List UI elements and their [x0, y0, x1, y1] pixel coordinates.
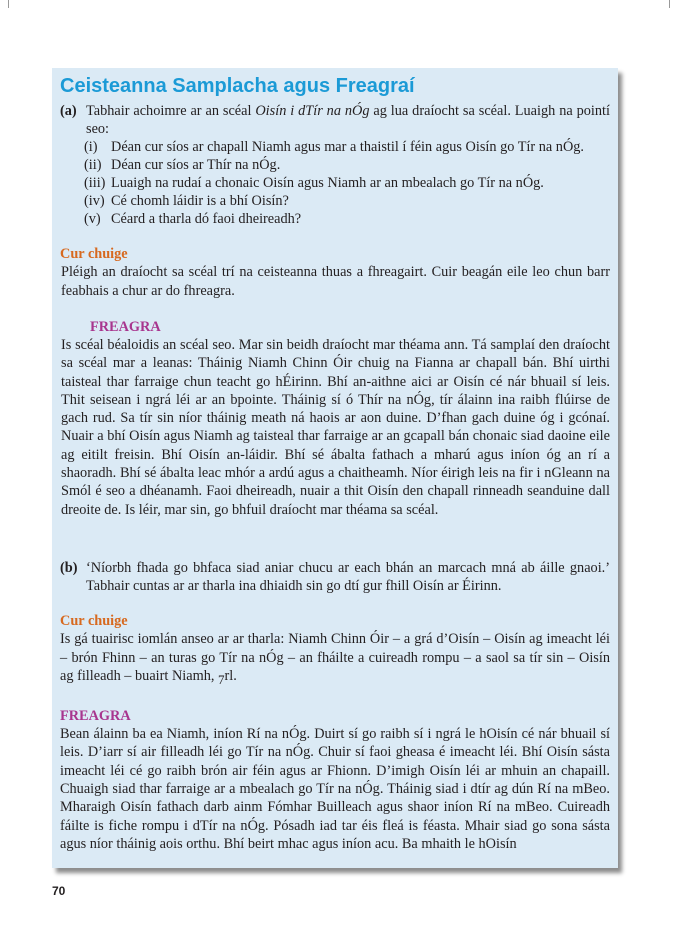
subpoint [60, 192, 610, 210]
question-label: (b) [60, 559, 78, 576]
approach-text [60, 630, 610, 689]
crop-mark [0, 0, 9, 8]
approach-heading: Cur chuige [60, 246, 128, 263]
subpoint [60, 174, 610, 192]
question-label: (a) [60, 103, 77, 119]
subpoint-label: (i) [84, 139, 98, 156]
subpoint [60, 156, 610, 174]
question-a [60, 102, 610, 138]
question-text: Tabhair achoimre ar an scéal [86, 103, 256, 119]
question-text: ‘Níorbh fhada go bhfaca siad aniar chucu ar each bhán an marcach mná ab áille gnaoi.’ Tabhair cuntas ar ar tharla ina dhiaidh sin go dtí gur fhill Oisín ar Éirinn. [86, 559, 610, 595]
approach-text: Pléigh an draíocht sa scéal trí na ceisteanna thuas a fhreagairt. Cuir beagán eile leo chun barr feabhais a chur ar do fhreagra. [61, 264, 610, 299]
subpoint [60, 210, 610, 228]
approach-text-body: Is gá tuairisc iomlán anseo ar ar tharla: Niamh Chinn Óir – a grá d’Oisín – Oisín ag imeacht léi – brón Fhinn – an turas go Tír na nÓg – an fháilte a cuireadh rompu – a saol sa tír sin – Oisín ag filleadh – buairt Niamh, [60, 631, 610, 684]
subpoint-text: Déan cur síos ar Thír na nÓg. [111, 157, 281, 174]
subpoint-label: (iii) [84, 175, 106, 192]
subpoint-label: (iv) [84, 193, 105, 210]
tironian-et: 7 [218, 671, 225, 687]
panel-title: Ceisteanna Samplacha agus Freagraí [60, 75, 415, 97]
subpoint-text: Cé chomh láidir is a bhí Oisín? [111, 193, 289, 210]
approach-heading: Cur chuige [60, 613, 128, 630]
answer-heading: FREAGRA [60, 708, 131, 725]
subpoint-label: (ii) [84, 157, 102, 174]
subpoint [60, 138, 610, 156]
subpoint-text: Déan cur síos ar chapall Niamh agus mar a thaistil í féin agus Oisín go Tír na nÓg. [111, 139, 585, 156]
crop-mark [669, 0, 678, 8]
approach-text-tail: rl. [224, 667, 237, 684]
answer-heading: FREAGRA [90, 319, 161, 335]
answer-text: Is scéal béaloidis an scéal seo. Mar sin beidh draíocht mar théama ann. Tá samplaí den draíocht sa scéal mar a leanas: Tháinig Niamh Chinn Óir chuig na Fianna ar chapall bán. Bhí uirthi taisteal thar farraige chun teacht go hÉirinn. Bhí an-aithne aici ar Oisín cé nár bhuail sí leis. Thit seisean i ngrá léi ar an bpointe. Tháinig sí ó Thír na nÓg, tír álainn ina raibh flúirse de gach rud. Sa tír sin níor tháinig meath ná haois ar aon duine. D’fhan gach duine óg i gcónaí. Nuair a bhí Oisín agus Niamh ag taisteal thar farraige ar an gcapall bán chonaic siad daoine eile ag eitilt freisin. Bhí Oisín an-láidir. Bhí sé ábalta fathach a mharú agus iníon óg an rí a shaoradh. Bhí sé ábalta leac mhór a ardú agus a chaitheamh. Níor éirigh leis na fir i nGleann na Smól é seo a dhéanamh. Faoi dheireadh, nuair a thit Oisín den chapall rinneadh seanduine dall dreoite de. Is léir, mar sin, go bhfuil draíocht mar théama sa scéal. [61, 337, 610, 518]
answer-text: Bean álainn ba ea Niamh, iníon Rí na nÓg. Duirt sí go raibh sí i ngrá le hOisín cé nár bhuail sí leis. D’iarr sí air filleadh léi go Tír na nÓg. Chuir sí faoi gheasa é imeacht léi. Bhí Oisín sásta imeacht léi cé go raibh brón air féin agus ar Fhionn. D’imigh Oisín léi ar mhuin an chapaill. Chuaigh siad thar farraige ar a mbealach go Tír na nÓg. Tháinig siad i dtír ag dún Rí na mBeo. Mharaigh Oisín fathach darb ainm Fómhar Builleach agus shaor iníon Rí na mBeo. Cuireadh fáilte is fiche rompu i dTír na nÓg. Pósadh iad tar éis fleá is féasta. Mhair siad go sona sásta agus níor tháinig aois orthu. Bhí beirt mhac agus iníon acu. Ba mhaith le hOisín [60, 726, 610, 852]
subpoint-text: Luaigh na rudaí a chonaic Oisín agus Niamh ar an mbealach go Tír na nÓg. [111, 175, 544, 192]
page-number: 70 [52, 884, 66, 898]
sample-questions-panel [52, 68, 618, 868]
story-title: Oisín i dTír na nÓg [255, 103, 370, 119]
question-b [60, 559, 610, 595]
subpoint-text: Céard a tharla dó faoi dheireadh? [111, 211, 302, 228]
question-text: ag lua draíocht sa scéal. Luaigh na pointí seo: [86, 103, 610, 138]
subpoint-label: (v) [84, 211, 101, 228]
